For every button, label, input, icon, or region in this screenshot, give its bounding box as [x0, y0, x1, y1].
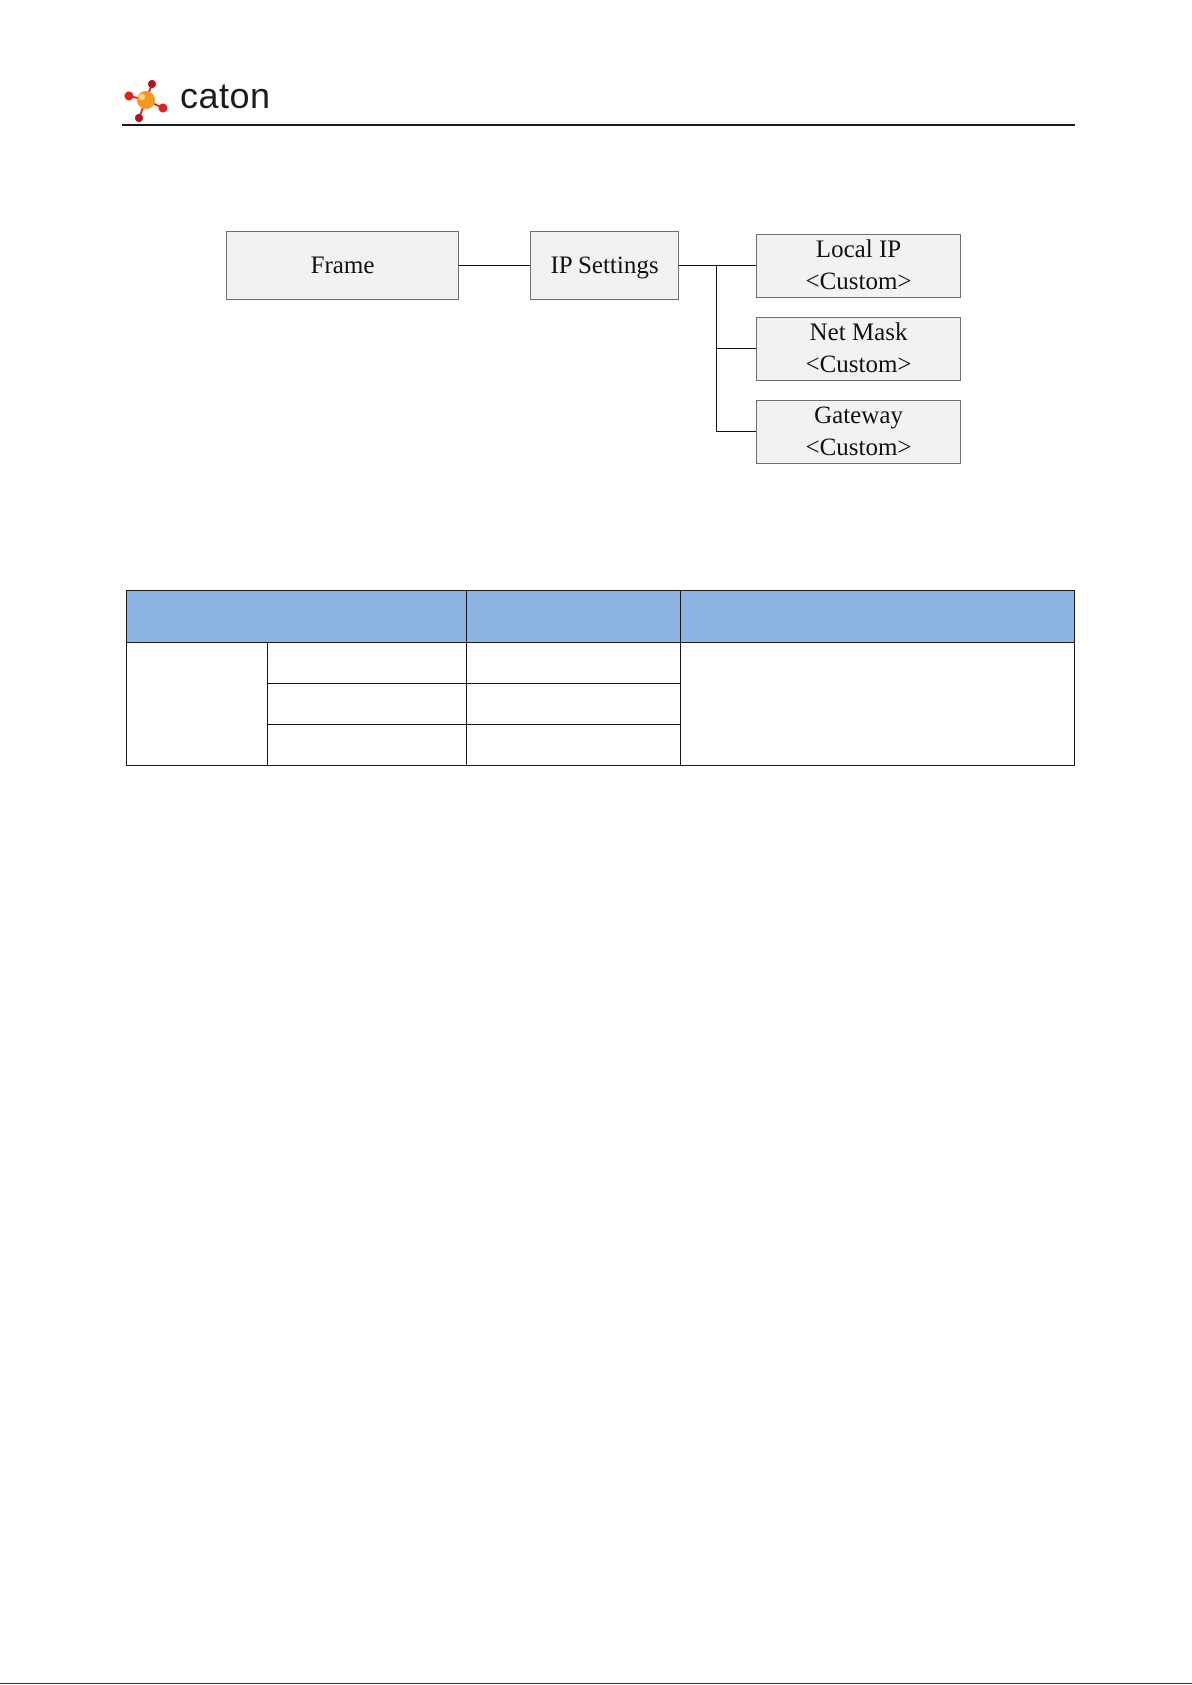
- ip-settings-menu-diagram: [0, 0, 1192, 480]
- table-row: [127, 643, 1075, 684]
- gateway-node-value: <Custom>: [805, 434, 912, 461]
- table-header-cell: [127, 591, 467, 643]
- connector-ip-trunk: [679, 265, 757, 266]
- table-cell: [681, 643, 1075, 766]
- table-header-row: [127, 591, 1075, 643]
- table-cell: [467, 725, 681, 766]
- ip-settings-node: [530, 231, 679, 300]
- table-header-cell: [681, 591, 1075, 643]
- ip-settings-node-label: IP Settings: [550, 251, 659, 279]
- table-cell: [268, 643, 467, 684]
- gateway-node-label: Gateway: [814, 402, 903, 429]
- table-cell: [467, 684, 681, 725]
- table-cell: [268, 725, 467, 766]
- table-cell: [268, 684, 467, 725]
- local-ip-node-value: <Custom>: [805, 268, 912, 295]
- net-mask-node-value: <Custom>: [805, 351, 912, 378]
- ip-settings-parameter-table: [126, 590, 1075, 766]
- table-header-cell: [467, 591, 681, 643]
- local-ip-node: [756, 234, 961, 298]
- net-mask-node-label: Net Mask: [809, 319, 908, 346]
- net-mask-node: [756, 317, 961, 381]
- gateway-node: [756, 400, 961, 464]
- frame-node: [226, 231, 459, 300]
- local-ip-node-label: Local IP: [815, 236, 902, 263]
- brand-name: caton: [180, 75, 271, 116]
- frame-node-label: Frame: [310, 251, 375, 279]
- table-cell: [467, 643, 681, 684]
- connector-net-mask: [716, 348, 757, 349]
- table-cell: [127, 643, 268, 766]
- connector-frame-ip: [459, 265, 532, 266]
- footer-divider: [0, 1683, 1192, 1684]
- connector-gateway: [716, 431, 757, 432]
